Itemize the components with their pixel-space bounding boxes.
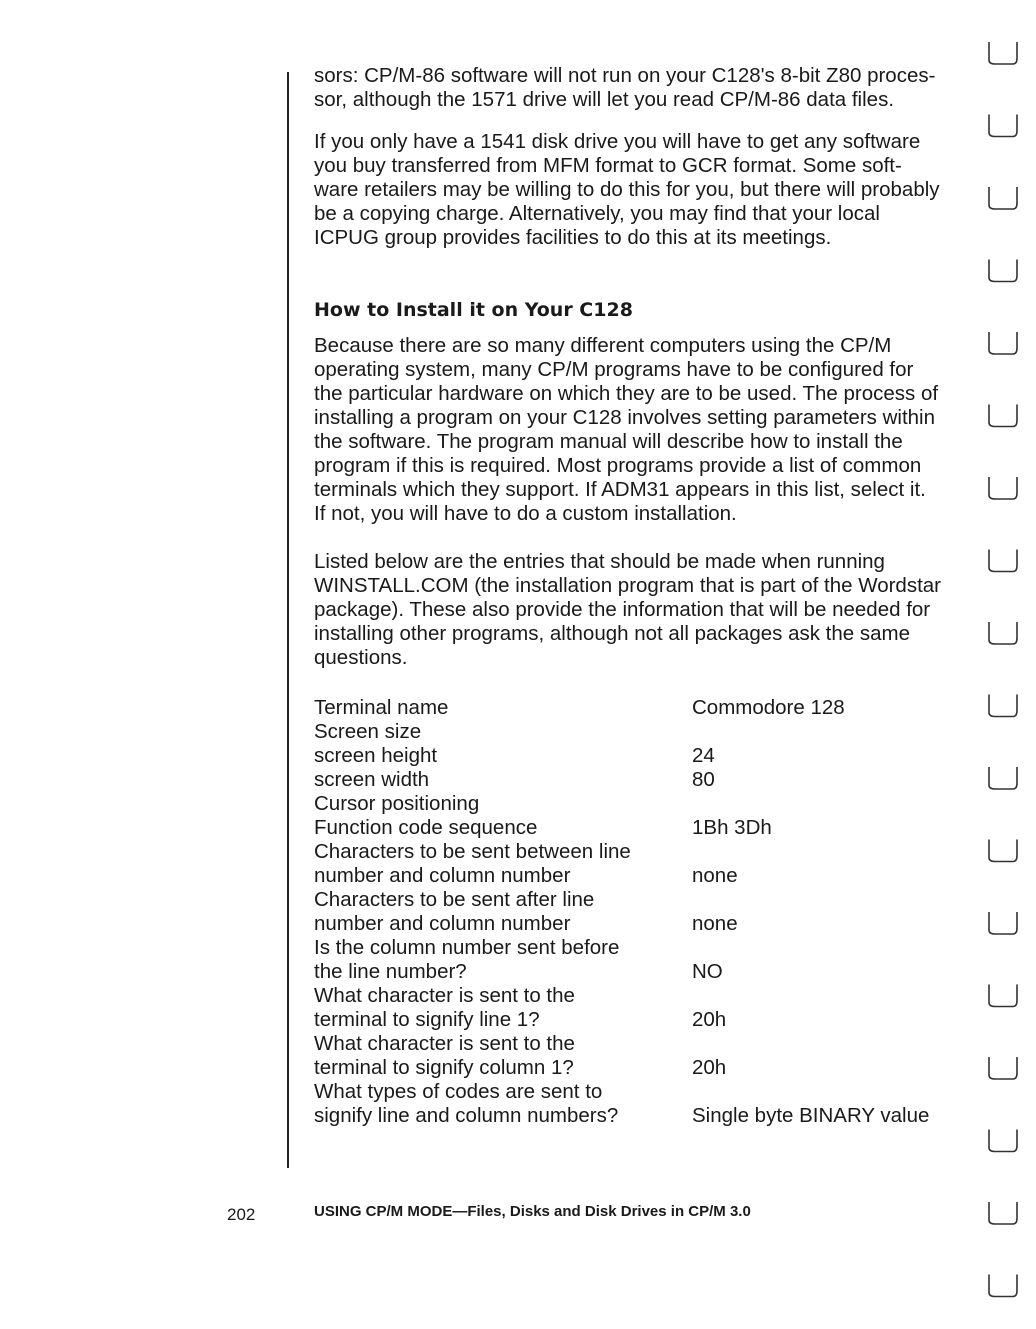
perforation-mark xyxy=(989,695,1017,717)
setting-label: Function code sequence xyxy=(314,816,538,839)
footer-chapter: —Files, Disks and Disk Drives in CP/M 3.0 xyxy=(452,1203,751,1220)
setting-label: screen height xyxy=(314,744,438,767)
setting-value: none xyxy=(692,912,738,935)
setting-value: 80 xyxy=(692,768,715,791)
setting-label: Cursor positioning xyxy=(314,792,480,815)
footer-section: USING CP/M MODE xyxy=(314,1203,453,1220)
setting-label: Characters to be sent after line number and column number xyxy=(314,888,595,935)
perforation-mark xyxy=(989,985,1017,1007)
settings-row xyxy=(314,768,964,792)
setting-value: NO xyxy=(692,960,723,983)
perforation-mark xyxy=(989,405,1017,427)
settings-row xyxy=(314,936,964,984)
paragraph-winstall: Listed below are the entries that should be made when running WINSTALL.COM (the installation program that is part of the Wordstar package). These also provide the information that will be needed for installing other programs, although not all packages ask the same questions. xyxy=(314,550,942,669)
settings-table xyxy=(314,696,964,1128)
setting-value: 20h xyxy=(692,1056,727,1079)
setting-value: Commodore 128 xyxy=(692,696,845,719)
perforation-mark xyxy=(989,840,1017,862)
setting-value: 24 xyxy=(692,744,715,767)
setting-value: Single byte BINARY value xyxy=(692,1104,930,1127)
paragraph-install: Because there are so many different computers using the CP/M operating system, many CP/M programs have to be configured for the particular hardware on which they are to be used. The process of installing a program on your C128 involves setting parameters within the software. The program manual will describe how to install the program if this is required. Most programs provide a list of common terminals which they support. If ADM31 appears in this list, select it. If not, you will have to do a custom installation. xyxy=(314,334,939,525)
setting-label: Characters to be sent between line number and column number xyxy=(314,840,631,887)
perforation-mark xyxy=(989,1057,1017,1079)
setting-value xyxy=(692,792,964,816)
settings-row xyxy=(314,1032,964,1080)
settings-row xyxy=(314,984,964,1032)
perforation-mark xyxy=(989,115,1017,137)
settings-row xyxy=(314,792,964,816)
settings-row xyxy=(314,720,964,744)
perforation-mark xyxy=(989,767,1017,789)
perforation-mark xyxy=(989,1202,1017,1224)
setting-value: none xyxy=(692,864,738,887)
perforation-mark xyxy=(989,1130,1017,1152)
perforation-mark xyxy=(989,477,1017,499)
setting-value: 20h xyxy=(692,1008,727,1031)
settings-row xyxy=(314,840,964,888)
settings-row xyxy=(314,816,964,840)
setting-label: Terminal name xyxy=(314,696,449,719)
running-footer xyxy=(314,1203,751,1220)
settings-row xyxy=(314,888,964,936)
setting-label: What character is sent to the terminal to signify line 1? xyxy=(314,984,575,1031)
margin-rule xyxy=(287,72,289,1168)
paragraph-cpm86: sors: CP/M-86 software will not run on your C128's 8-bit Z80 proces- sor, although the 1571 drive will let you read CP/M-86 data files. xyxy=(314,64,936,111)
perforation-mark xyxy=(989,550,1017,572)
setting-label: screen width xyxy=(314,768,430,791)
perforation-mark xyxy=(989,912,1017,934)
settings-row xyxy=(314,744,964,768)
page-body xyxy=(314,64,964,1128)
section-heading: How to Install it on Your C128 xyxy=(314,299,633,321)
tractor-feed-perforations xyxy=(985,30,1025,1320)
perforation-mark xyxy=(989,42,1017,64)
perforation-mark xyxy=(989,332,1017,354)
perforation-mark xyxy=(989,622,1017,644)
paragraph-1541-drive: If you only have a 1541 disk drive you will have to get any software you buy transferred from MFM format to GCR format. Some soft- ware retailers may be willing to do this for you, but there will probably be a copying charge. Alternatively, you may find that your local ICPUG group provides facilities to do this at its meetings. xyxy=(314,130,940,249)
page-number: 202 xyxy=(227,1205,256,1224)
setting-label: Is the column number sent before the line number? xyxy=(314,936,620,983)
perforation-mark xyxy=(989,187,1017,209)
setting-label: Screen size xyxy=(314,720,422,743)
setting-value xyxy=(692,720,964,744)
settings-row xyxy=(314,696,964,720)
setting-label: What character is sent to the terminal to signify column 1? xyxy=(314,1032,575,1079)
settings-row xyxy=(314,1080,964,1128)
setting-value: 1Bh 3Dh xyxy=(692,816,772,839)
setting-label: What types of codes are sent to signify line and column numbers? xyxy=(314,1080,619,1127)
perforation-mark xyxy=(989,260,1017,282)
perforation-mark xyxy=(989,1275,1017,1297)
